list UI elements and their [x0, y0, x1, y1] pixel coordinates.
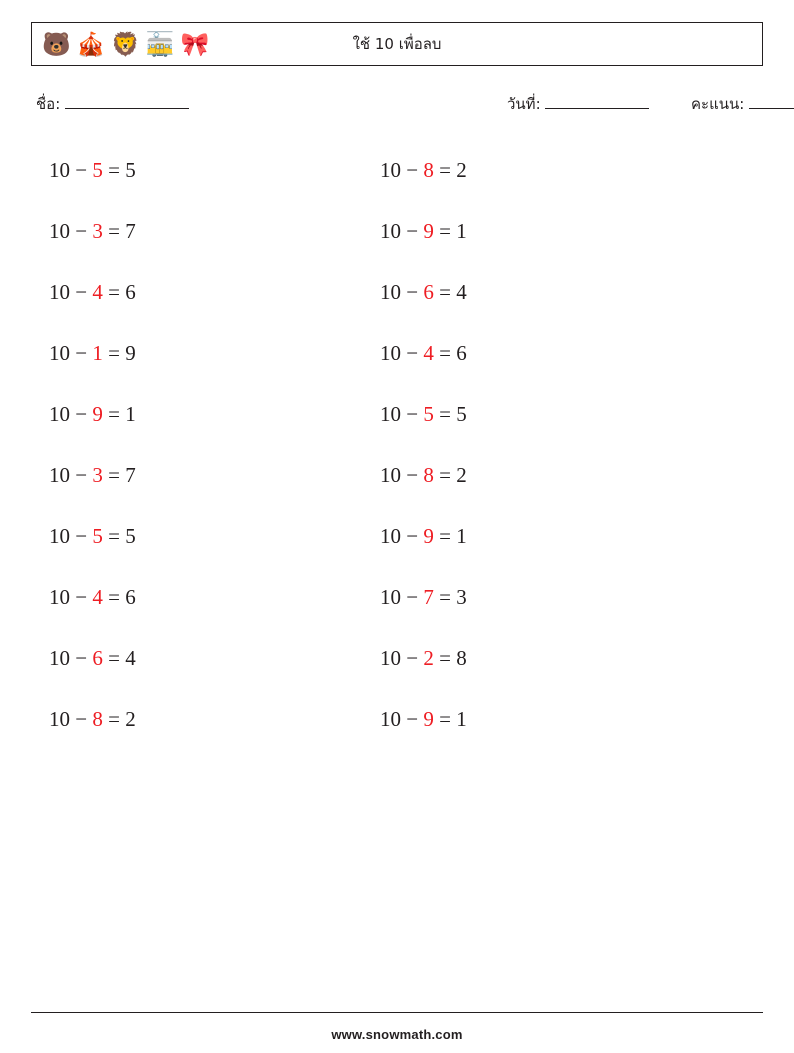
subtrahend: 4: [92, 280, 103, 304]
problem-row: [49, 567, 379, 628]
subtrahend: 4: [423, 341, 434, 365]
answer: 2: [456, 158, 467, 182]
problem-column-1: [49, 140, 379, 750]
problem-row: [380, 201, 710, 262]
lion-face-icon: 🦁: [111, 31, 140, 57]
score-input-blank[interactable]: [749, 94, 794, 109]
subtrahend: 6: [423, 280, 434, 304]
subtrahend: 5: [92, 158, 103, 182]
worksheet-header: [31, 22, 763, 66]
answer: 2: [125, 707, 136, 731]
answer: 3: [456, 585, 467, 609]
operator: −: [75, 524, 88, 548]
page-title: ใช้ 10 เพื่อลบ: [352, 35, 442, 53]
subtrahend: 8: [92, 707, 103, 731]
problem-row: [49, 201, 379, 262]
answer: 6: [125, 585, 136, 609]
operator: −: [406, 463, 419, 487]
circus-cannon-icon: 🎪: [76, 31, 106, 57]
answer: 6: [456, 341, 467, 365]
answer: 1: [456, 524, 467, 548]
answer: 1: [125, 402, 136, 426]
answer: 1: [456, 219, 467, 243]
subtrahend: 9: [423, 524, 434, 548]
bear-face-icon: 🐻: [42, 31, 71, 57]
subtrahend: 9: [423, 219, 434, 243]
answer: 9: [125, 341, 136, 365]
subtrahend: 8: [423, 158, 434, 182]
problem-row: [49, 140, 379, 201]
answer: 5: [125, 524, 136, 548]
minuend: 10: [49, 646, 70, 670]
answer: 8: [456, 646, 467, 670]
answer: 2: [456, 463, 467, 487]
subtrahend: 9: [423, 707, 434, 731]
equals-sign: =: [108, 402, 120, 426]
equals-sign: =: [439, 646, 451, 670]
subtrahend: 5: [92, 524, 103, 548]
problem-row: [380, 262, 710, 323]
score-label: คะแนน:: [691, 95, 745, 113]
problem-row: [49, 323, 379, 384]
subtrahend: 3: [92, 463, 103, 487]
subtrahend: 6: [92, 646, 103, 670]
score-field-group: [691, 92, 794, 116]
equals-sign: =: [108, 463, 120, 487]
minuend: 10: [49, 707, 70, 731]
answer: 1: [456, 707, 467, 731]
equals-sign: =: [439, 341, 451, 365]
name-field-group: [36, 92, 189, 116]
operator: −: [75, 463, 88, 487]
minuend: 10: [380, 646, 401, 670]
operator: −: [406, 219, 419, 243]
footer-divider: [31, 1012, 763, 1013]
minuend: 10: [49, 402, 70, 426]
problem-row: [49, 628, 379, 689]
operator: −: [75, 402, 88, 426]
answer: 4: [125, 646, 136, 670]
equals-sign: =: [108, 524, 120, 548]
operator: −: [75, 158, 88, 182]
subtrahend: 5: [423, 402, 434, 426]
operator: −: [406, 646, 419, 670]
problem-row: [380, 567, 710, 628]
name-label: ชื่อ:: [36, 95, 61, 113]
minuend: 10: [380, 707, 401, 731]
minuend: 10: [49, 341, 70, 365]
subtrahend: 4: [92, 585, 103, 609]
equals-sign: =: [108, 341, 120, 365]
minuend: 10: [380, 463, 401, 487]
subtrahend: 9: [92, 402, 103, 426]
equals-sign: =: [439, 280, 451, 304]
circus-wagon-icon: 🚋: [145, 31, 175, 57]
problem-column-2: [380, 140, 710, 750]
equals-sign: =: [108, 158, 120, 182]
operator: −: [75, 280, 88, 304]
header-icon-group: [32, 33, 209, 56]
problem-row: [49, 262, 379, 323]
operator: −: [406, 707, 419, 731]
answer: 5: [125, 158, 136, 182]
minuend: 10: [380, 158, 401, 182]
equals-sign: =: [439, 707, 451, 731]
problem-row: [380, 323, 710, 384]
minuend: 10: [380, 219, 401, 243]
equals-sign: =: [439, 219, 451, 243]
problem-row: [380, 689, 710, 750]
subtrahend: 7: [423, 585, 434, 609]
name-input-blank[interactable]: [65, 94, 189, 109]
date-label: วันที่:: [507, 95, 541, 113]
minuend: 10: [49, 158, 70, 182]
equals-sign: =: [439, 585, 451, 609]
equals-sign: =: [439, 524, 451, 548]
operator: −: [406, 524, 419, 548]
minuend: 10: [49, 585, 70, 609]
date-field-group: [507, 92, 649, 116]
operator: −: [75, 219, 88, 243]
operator: −: [75, 646, 88, 670]
answer: 5: [456, 402, 467, 426]
problem-row: [49, 445, 379, 506]
subtrahend: 2: [423, 646, 434, 670]
bow-tie-icon: 🎀: [180, 31, 210, 57]
problem-row: [49, 689, 379, 750]
minuend: 10: [380, 585, 401, 609]
student-info-row: [31, 92, 763, 116]
minuend: 10: [49, 463, 70, 487]
minuend: 10: [380, 524, 401, 548]
minuend: 10: [380, 341, 401, 365]
answer: 7: [125, 463, 136, 487]
problem-row: [380, 628, 710, 689]
footer-site-url[interactable]: www.snowmath.com: [331, 1027, 463, 1042]
problem-row: [49, 384, 379, 445]
minuend: 10: [380, 280, 401, 304]
equals-sign: =: [108, 280, 120, 304]
subtrahend: 1: [92, 341, 103, 365]
operator: −: [406, 341, 419, 365]
answer: 6: [125, 280, 136, 304]
equals-sign: =: [108, 585, 120, 609]
equals-sign: =: [439, 402, 451, 426]
operator: −: [406, 280, 419, 304]
minuend: 10: [49, 219, 70, 243]
problem-row: [49, 506, 379, 567]
date-input-blank[interactable]: [545, 94, 649, 109]
problem-row: [380, 445, 710, 506]
operator: −: [406, 585, 419, 609]
minuend: 10: [49, 280, 70, 304]
equals-sign: =: [439, 158, 451, 182]
problem-row: [380, 140, 710, 201]
operator: −: [75, 707, 88, 731]
equals-sign: =: [108, 646, 120, 670]
operator: −: [75, 585, 88, 609]
operator: −: [406, 158, 419, 182]
minuend: 10: [380, 402, 401, 426]
answer: 4: [456, 280, 467, 304]
problem-row: [380, 506, 710, 567]
operator: −: [406, 402, 419, 426]
subtrahend: 8: [423, 463, 434, 487]
equals-sign: =: [108, 219, 120, 243]
problem-row: [380, 384, 710, 445]
operator: −: [75, 341, 88, 365]
equals-sign: =: [439, 463, 451, 487]
answer: 7: [125, 219, 136, 243]
minuend: 10: [49, 524, 70, 548]
subtrahend: 3: [92, 219, 103, 243]
equals-sign: =: [108, 707, 120, 731]
